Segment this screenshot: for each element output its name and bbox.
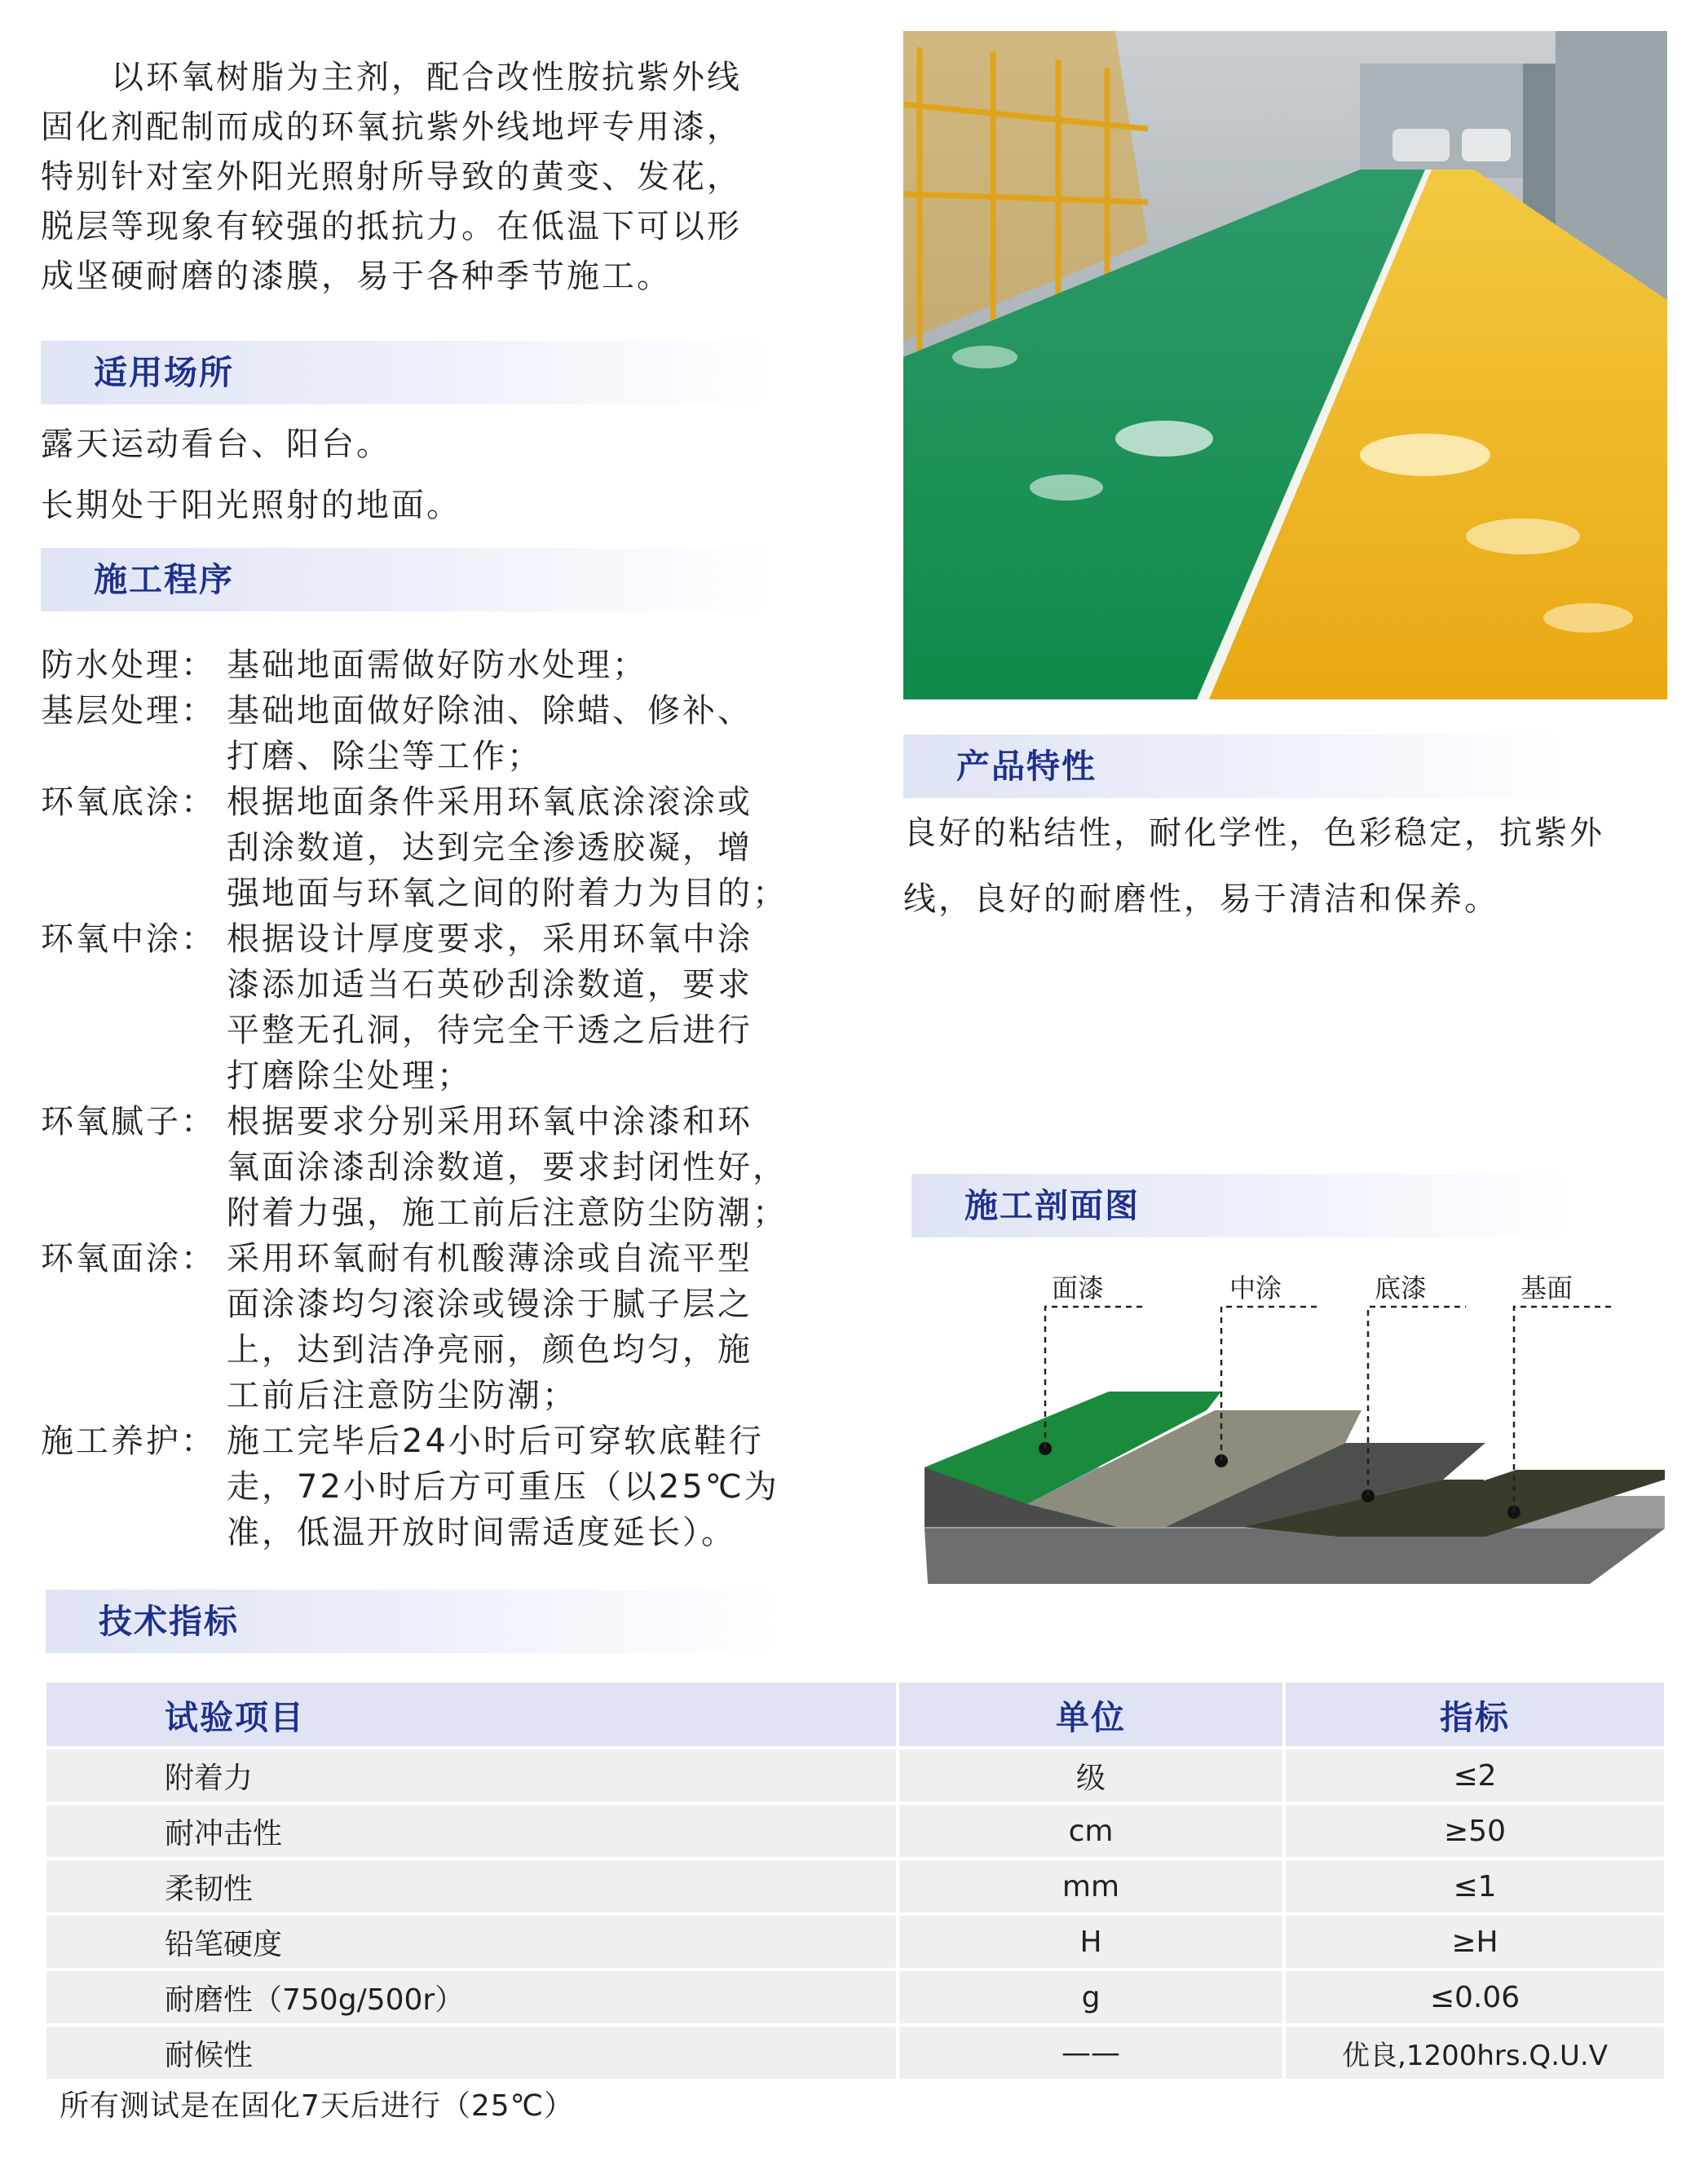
table-row — [46, 1748, 1666, 1803]
step-line: 根据地面条件采用环氧底涂滚涂或 — [227, 783, 752, 821]
procedure-step — [41, 916, 807, 1099]
test-note: 所有测试是在固化7天后进行（25℃） — [60, 2089, 575, 2123]
intro-line: 固化剂配制而成的环氧抗紫外线地坪专用漆， — [41, 108, 742, 146]
floor-photo-illustration — [903, 31, 1667, 699]
cell-item: 附着力 — [46, 1748, 898, 1803]
intro-line: 以环氧树脂为主剂，配合改性胺抗紫外线 — [41, 59, 742, 96]
table-row — [46, 1970, 1666, 2025]
intro-line: 成坚硬耐磨的漆膜，易于各种季节施工。 — [41, 258, 672, 295]
step-label: 环氧腻子： — [41, 1103, 216, 1140]
floor-photo — [903, 31, 1667, 699]
step-line: 氧面涂漆刮涂数道，要求封闭性好， — [227, 1149, 788, 1186]
specs-heading: 技术指标 — [46, 1590, 779, 1653]
table-row — [46, 1803, 1666, 1859]
cell-item: 耐磨性（750g/500r） — [46, 1970, 898, 2025]
step-text — [227, 1418, 807, 1555]
table-row — [46, 1859, 1666, 1914]
cell-item: 耐候性 — [46, 2025, 898, 2079]
procedure-step — [41, 1418, 807, 1555]
step-line: 走，72小时后方可重压（以25℃为 — [227, 1468, 779, 1506]
cell-unit: —— — [898, 2025, 1284, 2079]
procedure-list — [41, 642, 807, 1555]
features-heading: 产品特性 — [903, 734, 1564, 798]
table-row — [46, 2025, 1666, 2079]
step-label: 基层处理： — [41, 692, 216, 730]
step-line: 根据要求分别采用环氧中涂漆和环 — [227, 1103, 752, 1140]
label-base: 基面 — [1520, 1273, 1573, 1303]
cell-value: 优良,1200hrs.Q.U.V — [1284, 2025, 1666, 2079]
column-header: 指标 — [1284, 1683, 1666, 1748]
step-text — [227, 916, 807, 1099]
procedure-heading: 施工程序 — [41, 548, 775, 611]
feature-line: 线，良好的耐磨性，易于清洁和保养。 — [903, 880, 1499, 918]
column-header: 单位 — [898, 1683, 1284, 1748]
label-primer: 底漆 — [1375, 1273, 1428, 1303]
step-label: 施工养护： — [41, 1423, 216, 1460]
applicable-heading: 适用场所 — [41, 341, 775, 404]
cell-value: ≥H — [1284, 1914, 1666, 1970]
step-line: 基础地面需做好防水处理； — [227, 646, 647, 684]
intro-line: 特别针对室外阳光照射所导致的黄变、发花， — [41, 158, 742, 196]
cell-item: 铅笔硬度 — [46, 1914, 898, 1970]
cell-unit: cm — [898, 1803, 1284, 1859]
step-line: 附着力强，施工前后注意防尘防潮； — [227, 1194, 788, 1232]
applicable-item: 长期处于阳光照射的地面。 — [41, 487, 461, 524]
procedure-step — [41, 779, 807, 916]
base-slab — [925, 1528, 1665, 1584]
procedure-step — [41, 1236, 807, 1418]
step-text — [227, 1099, 807, 1236]
cell-unit: 级 — [898, 1748, 1284, 1803]
step-line: 准，低温开放时间需适度延长）。 — [227, 1514, 736, 1551]
step-text — [227, 779, 807, 916]
step-label: 防水处理： — [41, 646, 216, 684]
step-line: 基础地面做好除油、除蜡、修补、 — [227, 692, 752, 730]
column-header: 试验项目 — [46, 1683, 898, 1748]
cell-value: ≤1 — [1284, 1859, 1666, 1914]
step-line: 刮涂数道，达到完全渗透胶凝，增 — [227, 829, 752, 867]
cell-unit: H — [898, 1914, 1284, 1970]
step-text — [227, 1236, 807, 1418]
step-label: 环氧中涂： — [41, 920, 216, 958]
step-line: 上，达到洁净亮丽，颜色均匀，施 — [227, 1331, 752, 1369]
procedure-step — [41, 642, 807, 688]
applicable-item: 露天运动看台、阳台。 — [41, 426, 391, 463]
step-line: 漆添加适当石英砂刮涂数道，要求 — [227, 966, 752, 1004]
cell-value: ≥50 — [1284, 1803, 1666, 1859]
step-line: 强地面与环氧之间的附着力为目的； — [227, 875, 788, 912]
feature-line: 良好的粘结性，耐化学性，色彩稳定，抗紫外 — [903, 814, 1604, 852]
cell-value: ≤0.06 — [1284, 1970, 1666, 2025]
cell-item: 柔韧性 — [46, 1859, 898, 1914]
step-line: 施工完毕后24小时后可穿软底鞋行 — [227, 1423, 764, 1460]
step-line: 平整无孔洞，待完全干透之后进行 — [227, 1012, 752, 1049]
cross-section-diagram — [921, 1268, 1671, 1598]
step-label: 环氧面涂： — [41, 1240, 216, 1277]
applicable-list — [41, 414, 461, 536]
procedure-step — [41, 688, 807, 779]
label-topcoat: 面漆 — [1052, 1273, 1105, 1303]
step-label: 环氧底涂： — [41, 783, 216, 821]
step-line: 打磨、除尘等工作； — [227, 738, 542, 775]
table-row — [46, 1914, 1666, 1970]
step-line: 面涂漆均匀滚涂或镘涂于腻子层之 — [227, 1286, 752, 1323]
procedure-step — [41, 1099, 807, 1236]
diagram-heading: 施工剖面图 — [911, 1174, 1572, 1237]
cell-item: 耐冲击性 — [46, 1803, 898, 1859]
cell-unit: mm — [898, 1859, 1284, 1914]
cell-value: ≤2 — [1284, 1748, 1666, 1803]
features-text — [903, 801, 1670, 933]
step-text — [227, 688, 807, 779]
step-line: 采用环氧耐有机酸薄涂或自流平型 — [227, 1240, 752, 1277]
table-header-row — [46, 1683, 1666, 1748]
step-line: 根据设计厚度要求，采用环氧中涂 — [227, 920, 752, 958]
cell-unit: g — [898, 1970, 1284, 2025]
step-line: 工前后注意防尘防潮； — [227, 1377, 577, 1414]
label-midcoat: 中涂 — [1229, 1273, 1282, 1303]
cross-section-svg — [921, 1268, 1671, 1598]
spec-table — [46, 1683, 1667, 2079]
step-text — [227, 642, 807, 688]
intro-paragraph — [41, 53, 799, 302]
step-line: 打磨除尘处理； — [227, 1057, 472, 1095]
intro-line: 脱层等现象有较强的抵抗力。在低温下可以形 — [41, 208, 742, 245]
